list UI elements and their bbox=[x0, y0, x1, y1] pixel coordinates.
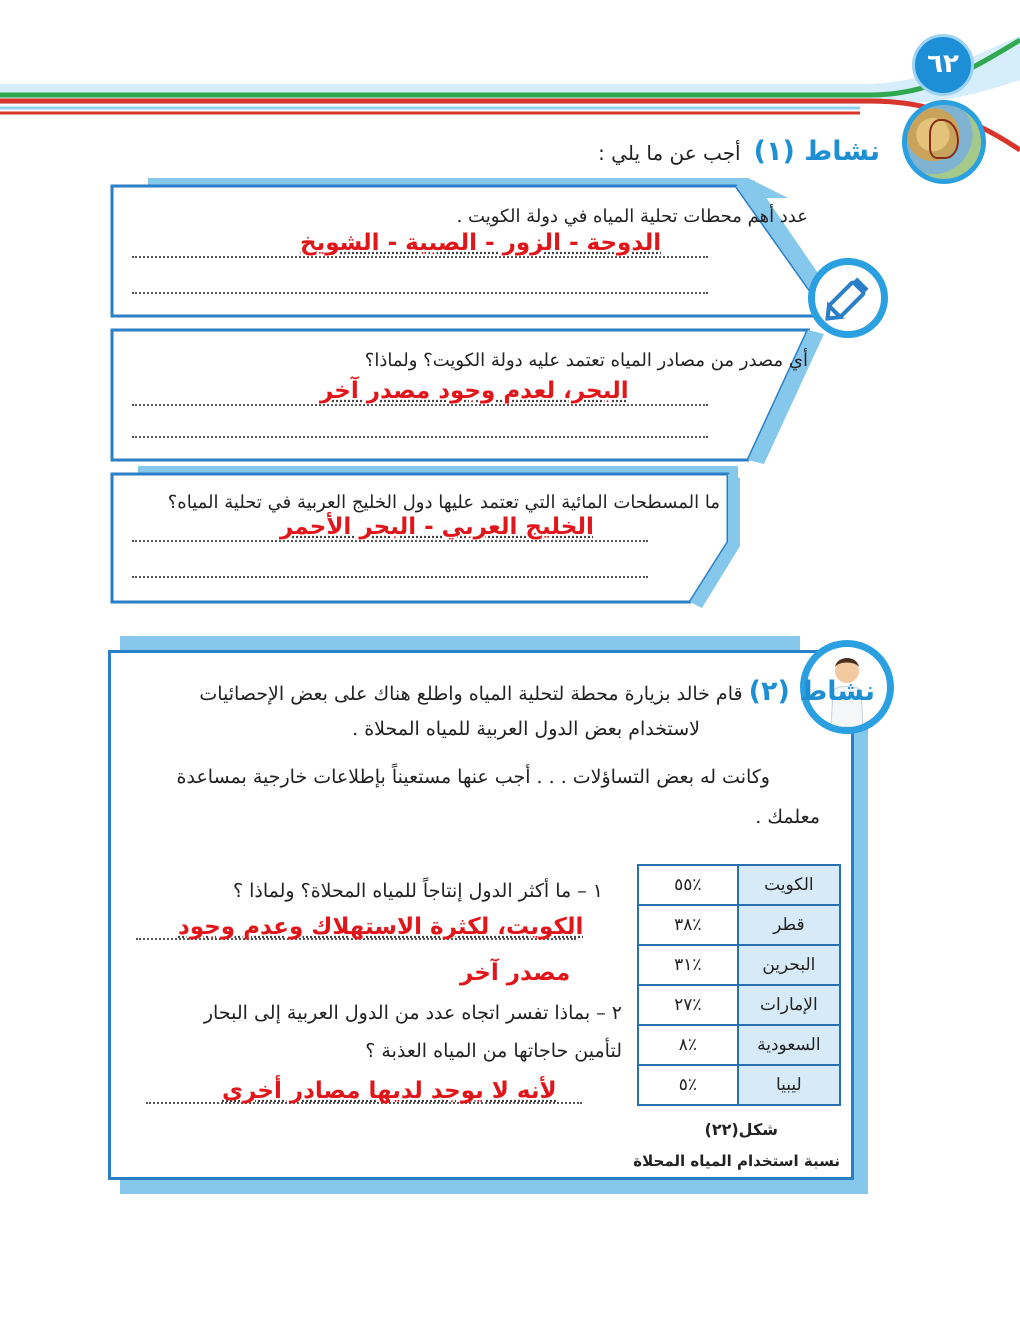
table-cell-country: قطر bbox=[738, 905, 840, 945]
table-row bbox=[638, 945, 840, 985]
activity1-label: نشاط (١) bbox=[753, 136, 880, 167]
question-2-text: أي مصدر من مصادر المياه تعتمد عليه دولة الكويت؟ ولماذا؟ bbox=[364, 350, 808, 371]
activity2-question-2-line1: ٢ – بماذا تفسر اتجاه عدد من الدول العربية إلى البحار bbox=[203, 1002, 622, 1024]
activity2-question-1: ١ – ما أكثر الدول إنتاجاً للمياه المحلاة؟ ولماذا ؟ bbox=[232, 880, 603, 902]
activity2-intro-line1 bbox=[199, 676, 875, 707]
desalination-table bbox=[637, 864, 841, 1106]
table-cell-percent: ٪٥٥ bbox=[638, 865, 738, 905]
page-number: ٦٢ bbox=[912, 34, 974, 96]
answer-line-3b bbox=[132, 576, 648, 578]
activity2-para-line1: وكانت له بعض التساؤلات . . . أجب عنها مستعيناً بإطلاعات خارجية بمساعدة bbox=[176, 766, 770, 788]
activity2-bar-bottom bbox=[120, 1180, 868, 1194]
answer-line-1a bbox=[132, 256, 708, 258]
activity1-instruction: أجب عن ما يلي : bbox=[598, 141, 741, 165]
activity2-bar-top bbox=[120, 636, 800, 650]
table-cell-percent: ٪٥ bbox=[638, 1065, 738, 1105]
question-3-text: ما المسطحات المائية التي تعتمد عليها دول الخليج العربية في تحلية المياه؟ bbox=[167, 492, 720, 513]
activity1-heading bbox=[598, 136, 880, 167]
activity2-intro-line2: لاستخدام بعض الدول العربية للمياه المحلاة . bbox=[352, 718, 700, 740]
question-1-text: عدد أهم محطات تحلية المياه في دولة الكويت . bbox=[456, 206, 808, 227]
activity2-answer-2: لأنه لا يوجد لديها مصادر أخرى bbox=[222, 1078, 557, 1104]
activity2-bar-right bbox=[854, 720, 868, 1194]
table-row bbox=[638, 1025, 840, 1065]
table-cell-percent: ٪٣١ bbox=[638, 945, 738, 985]
answer-3: الخليج العربي - البحر الأحمر bbox=[280, 514, 594, 540]
question-box-1 bbox=[108, 178, 848, 323]
table-cell-country: ليبيا bbox=[738, 1065, 840, 1105]
activity2-question-2-line2: لتأمين حاجاتها من المياه العذبة ؟ bbox=[365, 1040, 622, 1062]
activity2-answer-1-line2: مصدر آخر bbox=[460, 960, 571, 986]
answer-1: الدوحة - الزور - الصبية - الشويخ bbox=[300, 230, 662, 256]
table-cell-country: البحرين bbox=[738, 945, 840, 985]
table-cell-country: الإمارات bbox=[738, 985, 840, 1025]
answer-line-2a bbox=[132, 404, 708, 406]
header-stripes bbox=[0, 0, 1020, 200]
answer-line-2b bbox=[132, 436, 708, 438]
activity2-label: نشاط (٢) bbox=[748, 676, 875, 707]
activity2-intro-text: قام خالد بزيارة محطة لتحلية المياه واطلع هناك على بعض الإحصائيات bbox=[199, 683, 743, 705]
table-row bbox=[638, 1065, 840, 1105]
question-box-2 bbox=[108, 324, 848, 466]
map-badge-image bbox=[902, 100, 986, 184]
answer-line-3a bbox=[132, 540, 648, 542]
activity2-para-line2: معلمك . bbox=[755, 806, 820, 828]
figure-label: شكل(٢٢) bbox=[704, 1120, 778, 1139]
table-row bbox=[638, 865, 840, 905]
answer-line-1b bbox=[132, 292, 708, 294]
table-row bbox=[638, 985, 840, 1025]
table-cell-country: الكويت bbox=[738, 865, 840, 905]
table-cell-percent: ٪٢٧ bbox=[638, 985, 738, 1025]
activity2-answer-1-line1: الكويت، لكثرة الاستهلاك وعدم وجود bbox=[178, 914, 584, 940]
table-cell-percent: ٪٨ bbox=[638, 1025, 738, 1065]
table-row bbox=[638, 905, 840, 945]
table-cell-percent: ٪٣٨ bbox=[638, 905, 738, 945]
figure-caption: نسبة استخدام المياه المحلاة bbox=[633, 1152, 840, 1170]
question-box-3 bbox=[108, 466, 848, 612]
table-cell-country: السعودية bbox=[738, 1025, 840, 1065]
answer-2: البحر، لعدم وجود مصدر آخر bbox=[320, 378, 629, 404]
